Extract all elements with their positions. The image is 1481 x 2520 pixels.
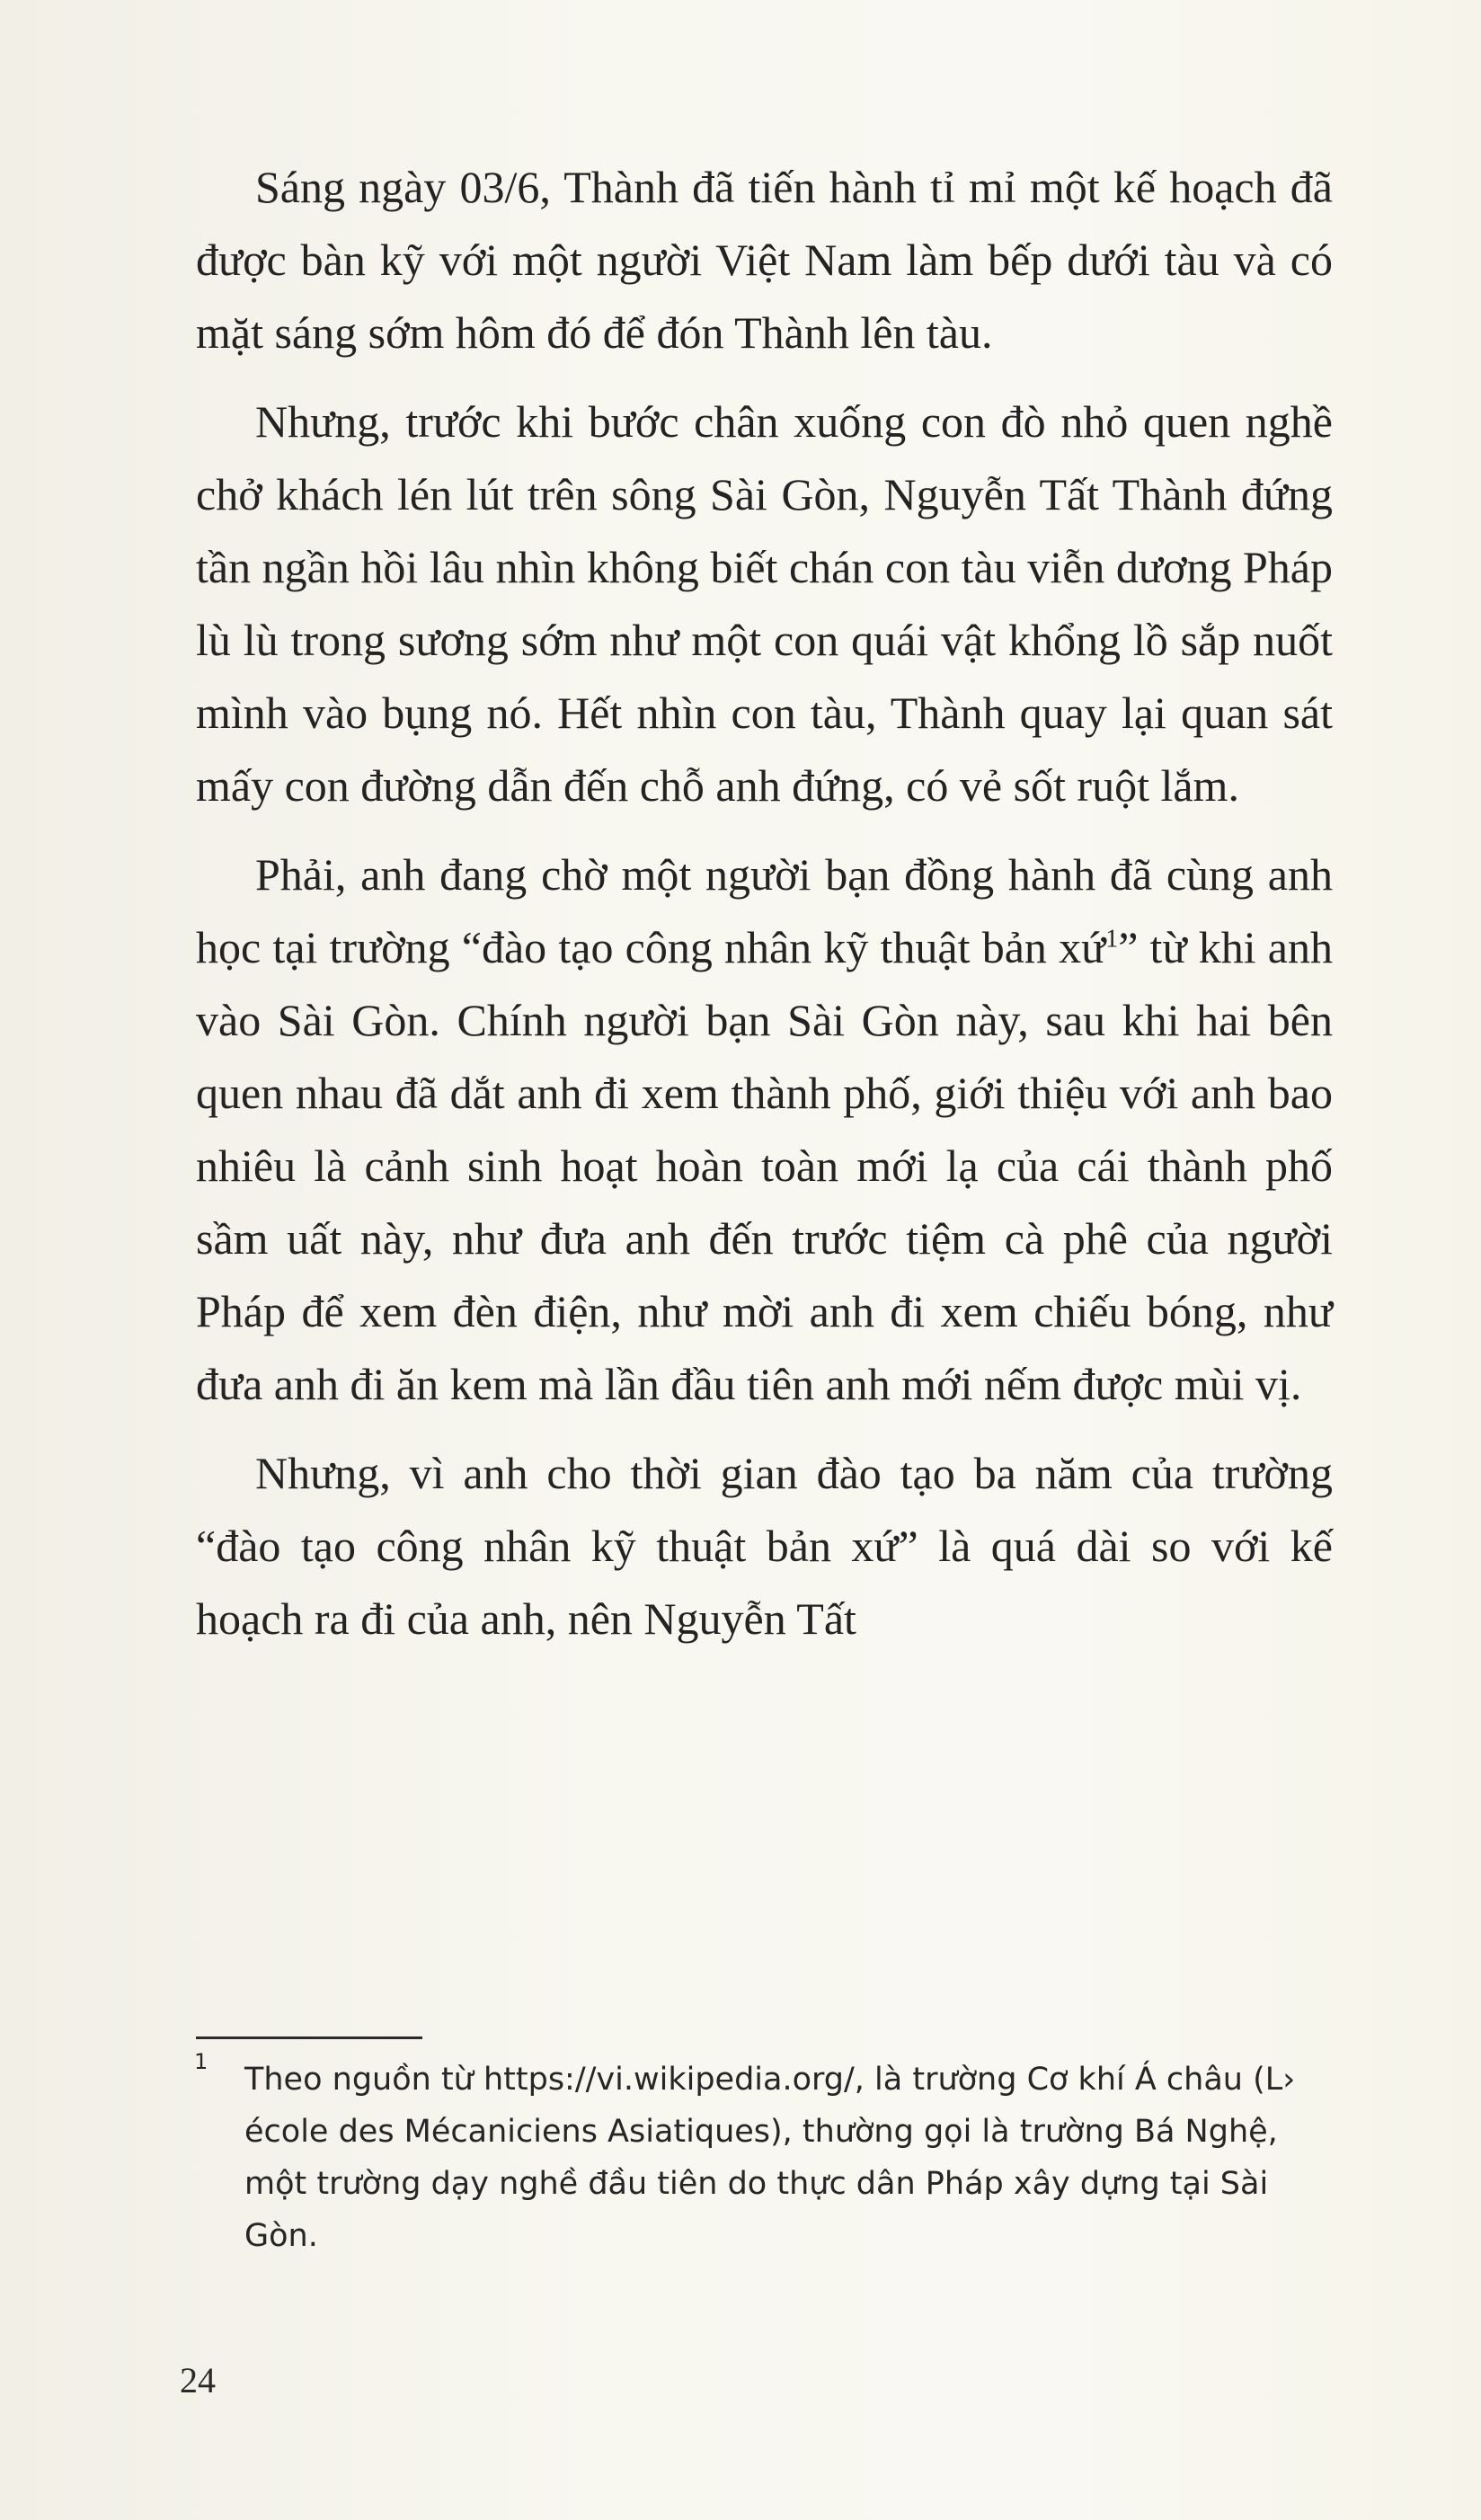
page-number: 24 xyxy=(180,2360,216,2400)
paragraph-2: Nhưng, trước khi bước chân xuống con đò nhỏ quen nghề chở khách lén lút trên sông Sài Gòn, Nguyễn Tất Thành đứng tần ngần hồi lâu nhìn không biết chán con tàu viễn dương Pháp lù lù trong sương sớm như một con quái vật khổng lồ sắp nuốt mình vào bụng nó. Hết nhìn con tàu, Thành quay lại quan sát mấy con đường dẫn đến chỗ anh đứng, có vẻ sốt ruột lắm. xyxy=(196,396,1333,811)
footnote-divider xyxy=(196,2036,422,2039)
footnote xyxy=(194,2049,1333,2262)
paragraph-3 xyxy=(196,839,1333,1421)
paragraph-4: Nhưng, vì anh cho thời gian đào tạo ba năm của trường “đào tạo công nhân kỹ thuật bản xứ” là quá dài so với kế hoạch ra đi của anh, nên Nguyễn Tất xyxy=(196,1448,1333,1644)
paragraph-3-part-2: ” từ khi anh vào Sài Gòn. Chính người bạn Sài Gòn này, sau khi hai bên quen nhau đã dắt anh đi xem thành phố, giới thiệu với anh bao nhiêu là cảnh sinh hoạt hoàn toàn mới lạ của cái thành phố sầm uất này, như đưa anh đến trước tiệm cà phê của người Pháp để xem đèn điện, như mời anh đi xem chiếu bóng, như đưa anh đi ăn kem mà lần đầu tiên anh mới nếm được mùi vị. xyxy=(196,922,1333,1409)
body-text xyxy=(196,151,1333,1655)
footnote-reference: 1 xyxy=(1105,925,1119,954)
footnote-text: Theo nguồn từ https://vi.wikipedia.org/, là trường Cơ khí Á châu (L› école des Mécaniciens Asiatiques), thường gọi là trường Bá Nghệ, một trường dạy nghề đầu tiên do thực dân Pháp xây dựng tại Sài Gòn. xyxy=(244,2062,1296,2254)
paragraph-1: Sáng ngày 03/6, Thành đã tiến hành tỉ mỉ một kế hoạch đã được bàn kỹ với một người Việt Nam làm bếp dưới tàu và có mặt sáng sớm hôm đó để đón Thành lên tàu. xyxy=(196,162,1333,358)
paragraph-3-part-1: Phải, anh đang chờ một người bạn đồng hành đã cùng anh học tại trường “đào tạo công nhân kỹ thuật bản xứ xyxy=(196,849,1333,972)
footnote-marker: 1 xyxy=(194,2049,208,2074)
